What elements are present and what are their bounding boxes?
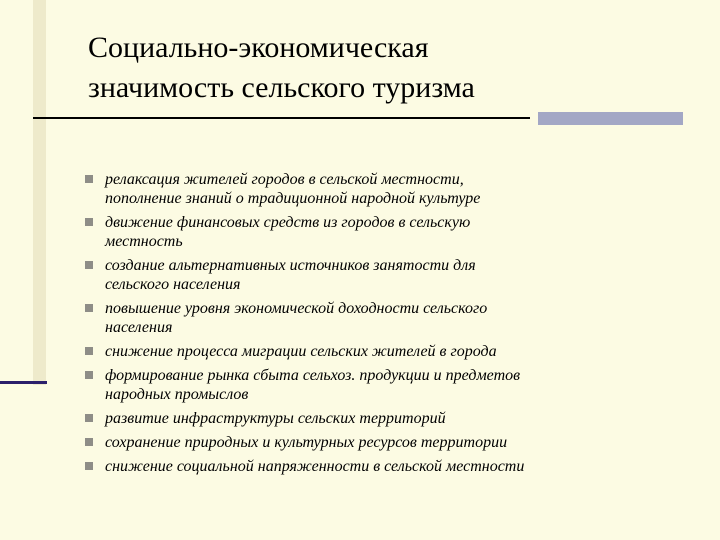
list-item (84, 457, 704, 476)
list-item (84, 433, 704, 452)
list-item (84, 342, 704, 361)
title-line-2: значимость сельского туризма (88, 71, 475, 104)
list-item-line: повышение уровня экономической доходности сельского (105, 300, 488, 317)
list-item-line: развитие инфраструктуры сельских территорий (105, 410, 446, 427)
list-item-line: населения (105, 319, 173, 336)
square-bullet-icon (85, 462, 93, 470)
square-bullet-icon (85, 304, 93, 312)
left-decorative-bar (33, 0, 46, 385)
square-bullet-icon (85, 347, 93, 355)
square-bullet-icon (85, 175, 93, 183)
title-underline (33, 117, 530, 119)
list-item (84, 256, 704, 294)
list-item-line: снижение социальной напряженности в сельской местности (105, 458, 525, 475)
list-item-line: народных промыслов (105, 386, 249, 403)
list-item (84, 409, 704, 428)
square-bullet-icon (85, 414, 93, 422)
list-item-line: сельского населения (105, 276, 241, 293)
list-item-line: формирование рынка сбыта сельхоз. продукции и предметов (105, 367, 521, 384)
title-accent-block (538, 112, 683, 125)
list-item-line: местность (105, 233, 183, 250)
list-item (84, 213, 704, 251)
list-item (84, 366, 704, 404)
list-item-line: пополнение знаний о традиционной народной культуре (105, 190, 481, 207)
left-bar-underline (0, 381, 47, 384)
slide-title (88, 28, 688, 108)
title-line-1: Социально-экономическая (88, 31, 429, 64)
square-bullet-icon (85, 371, 93, 379)
list-item-line: релаксация жителей городов в сельской местности, (105, 171, 464, 188)
bullet-list (84, 170, 704, 481)
square-bullet-icon (85, 218, 93, 226)
list-item-line: создание альтернативных источников занятости для (105, 257, 476, 274)
square-bullet-icon (85, 261, 93, 269)
list-item-line: снижение процесса миграции сельских жителей в города (105, 343, 497, 360)
list-item-line: сохранение природных и культурных ресурсов территории (105, 434, 508, 451)
list-item (84, 170, 704, 208)
list-item-line: движение финансовых средств из городов в сельскую (105, 214, 471, 231)
list-item (84, 299, 704, 337)
square-bullet-icon (85, 438, 93, 446)
